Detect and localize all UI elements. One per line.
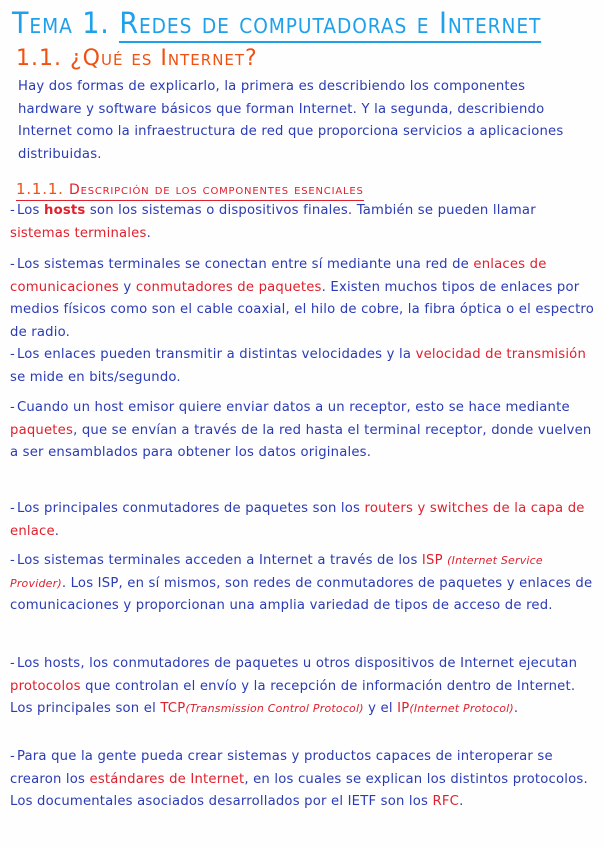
bullet-item <box>10 344 595 389</box>
highlighted-term: estándares de Internet <box>89 771 245 787</box>
title-main: Redes de computadoras e Internet <box>119 6 541 43</box>
intro-paragraph: Hay dos formas de explicarlo, la primera es describiendo los componentes hardware y software básicos que forman Internet. Y la segunda, describiendo Internet como la infraestructura de red que proporciona servicios a aplicaciones distribuidas. <box>18 79 564 162</box>
subsection-number: 1.1.1. <box>16 180 64 198</box>
highlighted-term: velocidad de transmisión <box>415 347 587 362</box>
highlighted-term: RFC <box>432 794 460 809</box>
highlighted-term: routers y switches de la capa de enlace <box>10 501 585 539</box>
bullet-item <box>10 550 595 618</box>
bullet-text: son los sistemas o dispositivos finales. También se pueden llamar <box>85 203 536 218</box>
bullet-text: Para que la gente pueda crear sistemas y productos capaces de interoperar se crearon los <box>10 749 553 787</box>
bullet-text: , que se envían a través de la red hasta el terminal receptor, donde vuelven a ser ensamblados para obtener los datos originales. <box>10 422 592 460</box>
highlighted-term: ISP <box>421 553 443 568</box>
bullet-item <box>10 653 595 721</box>
bullet-marker: - <box>10 749 15 764</box>
bullet-item <box>10 200 595 245</box>
bullet-item <box>10 498 595 543</box>
bullet-item <box>10 746 595 814</box>
highlighted-term: paquetes <box>10 422 74 438</box>
bullet-text: Cuando un host emisor quiere enviar datos a un receptor, esto se hace mediante <box>16 400 570 415</box>
bullet-text: . <box>459 794 464 809</box>
bullet-marker: - <box>10 501 15 516</box>
bullet-marker: - <box>10 656 15 671</box>
bullet-text: y el <box>363 701 398 716</box>
page-title <box>12 4 554 42</box>
bullet-text: , en los cuales se explican los distintos protocolos. Los documentales asociados desarrollados por el IETF son los <box>10 771 588 809</box>
section-number: 1.1. <box>16 46 62 71</box>
bullet-marker: - <box>10 257 15 272</box>
highlighted-term: IP <box>397 701 410 716</box>
bullet-marker: - <box>10 400 15 415</box>
title-prefix: Tema 1. <box>12 6 110 40</box>
highlighted-term: protocolos <box>10 678 81 694</box>
bullet-text: Los <box>16 203 45 218</box>
bullet-text: y <box>119 279 136 295</box>
bullet-marker: - <box>10 553 15 568</box>
section-heading <box>16 44 258 74</box>
bullet-text: . Los ISP, en sí mismos, son redes de conmutadores de paquetes y enlaces de comunicaciones y proporcionan una amplia variedad de tipos de acceso de red. <box>10 575 593 613</box>
bullet-text: . <box>513 701 519 716</box>
bullet-text: que controlan el envío y la recepción de información dentro de Internet. Los principales son el <box>10 678 576 716</box>
bullet-item <box>10 254 595 344</box>
bullet-text: . <box>146 225 151 241</box>
bullet-text: . Existen muchos tipos de enlaces por medios físicos como son el cable coaxial, el hilo de cobre, la fibra óptica o el espectro de radio. <box>10 279 595 340</box>
subsection-heading <box>16 179 364 201</box>
bullet-text: se mide en bits/segundo. <box>10 369 181 385</box>
bullet-text: Los sistemas terminales acceden a Internet a través de los <box>16 553 422 568</box>
highlighted-term: hosts <box>44 203 86 218</box>
highlighted-term: enlaces de comunicaciones <box>10 257 547 295</box>
bullet-text: Los enlaces pueden transmitir a distintas velocidades y la <box>16 347 416 362</box>
highlighted-term: TCP <box>160 701 186 716</box>
bullet-item <box>10 397 595 465</box>
highlighted-term: (Transmission Control Protocol) <box>185 702 364 715</box>
bullet-text: Los sistemas terminales se conectan entre sí mediante una red de <box>16 257 474 272</box>
highlighted-term: conmutadores de paquetes <box>135 279 322 295</box>
bullet-text: Los principales conmutadores de paquetes son los <box>16 501 365 516</box>
bullet-text: . <box>54 523 60 539</box>
subsection-title: Descripción de los componentes esenciales <box>69 182 364 198</box>
section-title: ¿Qué es Internet? <box>69 46 258 71</box>
highlighted-term: (Internet Protocol) <box>409 702 514 715</box>
bullet-text: Los hosts, los conmutadores de paquetes u otros dispositivos de Internet ejecutan <box>16 656 578 671</box>
highlighted-term: sistemas terminales <box>10 225 147 241</box>
bullet-marker: - <box>10 347 15 362</box>
highlighted-term: (Internet Service Provider) <box>10 554 543 590</box>
bullet-marker: - <box>10 203 15 218</box>
